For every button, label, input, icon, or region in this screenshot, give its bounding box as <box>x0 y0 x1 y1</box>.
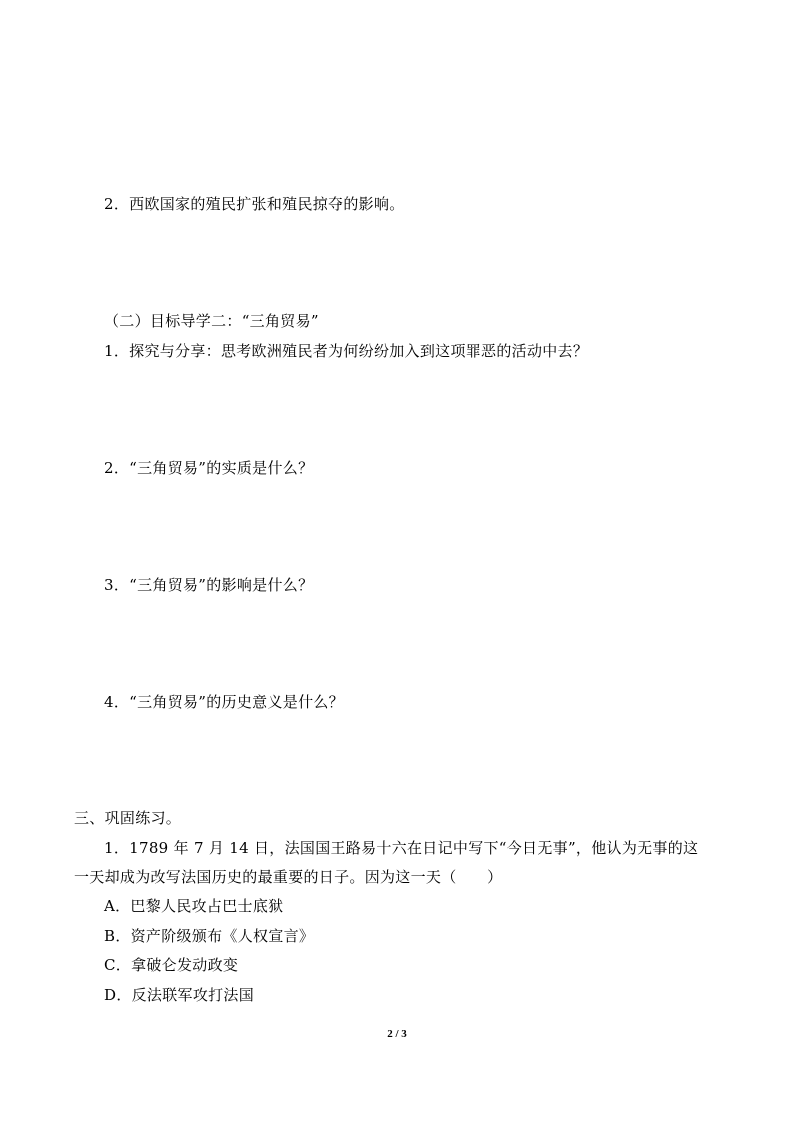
section-heading-triangle-trade: （二）目标导学二：“三角贸易” <box>104 312 319 330</box>
option-d: D．反法联军攻打法国 <box>104 986 255 1004</box>
question-4-significance: 4．“三角贸易”的历史意义是什么？ <box>104 693 344 711</box>
option-b: B．资产阶级颁布《人权宣言》 <box>104 927 315 945</box>
question-3-impact: 3．“三角贸易”的影响是什么？ <box>104 576 314 594</box>
practice-heading: 三、巩固练习。 <box>74 809 182 827</box>
question-2-essence: 2．“三角贸易”的实质是什么？ <box>104 459 314 477</box>
option-a: A．巴黎人民攻占巴士底狱 <box>104 897 284 915</box>
question-1-explore-share: 1．探究与分享：思考欧洲殖民者为何纷纷加入到这项罪恶的活动中去？ <box>104 342 589 360</box>
practice-question-1-line-1: 1．1789 年 7 月 14 日，法国国王路易十六在日记中写下“今日无事”，他认为无事的这 <box>104 839 699 857</box>
question-2-colonial-impact: 2．西欧国家的殖民扩张和殖民掠夺的影响。 <box>104 195 405 213</box>
option-c: C．拿破仑发动政变 <box>104 956 239 974</box>
practice-question-1-line-2: 一天却成为改写法国历史的最重要的日子。因为这一天（ ） <box>74 868 503 886</box>
page-number: 2 / 3 <box>387 1028 407 1040</box>
